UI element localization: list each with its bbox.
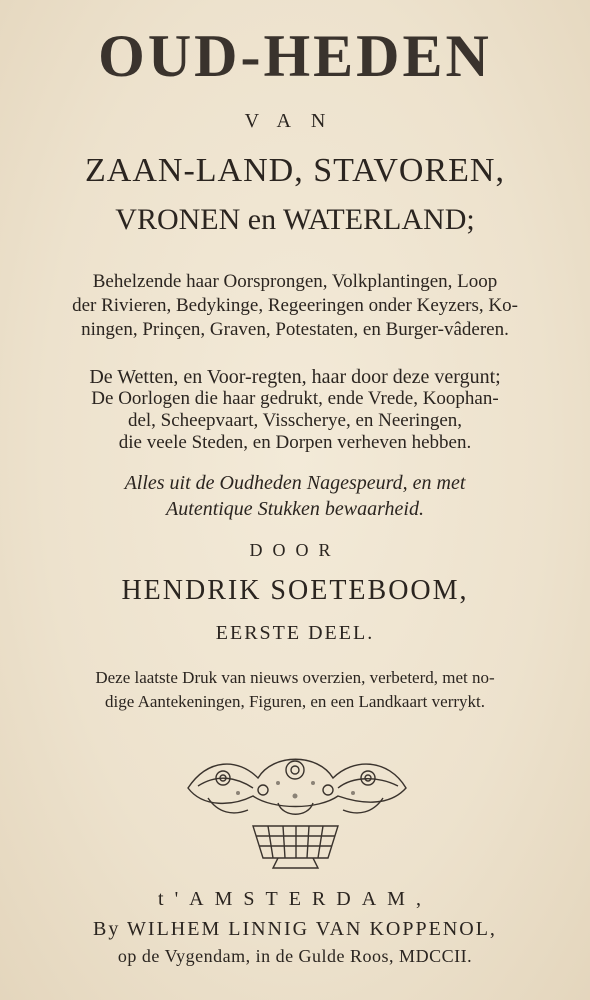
edition-block: [0, 666, 590, 714]
imprint-city: t'AMSTERDAM,: [158, 888, 432, 910]
title-van: VAN: [244, 110, 346, 132]
description-line: ningen, Prinçen, Graven, Potestaten, en Burger-vâderen.: [81, 319, 509, 340]
author-name: HENDRIK SOETEBOOM,: [121, 575, 469, 606]
laws-line: del, Scheepvaart, Visscherye, en Neeringen,: [127, 410, 463, 431]
door-label: DOOR: [249, 540, 341, 560]
places-line-2: VRONEN en WATERLAND;: [115, 203, 475, 236]
italic-block: [0, 470, 590, 522]
volume-label: EERSTE DEEL.: [215, 622, 375, 644]
italic-line: Autentique Stukken bewaarheid.: [166, 498, 424, 520]
description-line: der Rivieren, Bedykinge, Regeeringen onder Keyzers, Ko-: [72, 295, 518, 316]
imprint-address: op de Vygendam, in de Gulde Roos, MDCCII.: [117, 946, 473, 966]
laws-line: De Wetten, en Voor-regten, haar door deze vergunt;: [89, 366, 501, 388]
italic-line: Alles uit de Oudheden Nagespeurd, en met: [124, 472, 466, 494]
book-title: OUD-HEDEN: [98, 23, 492, 89]
flower-basket-ornament: [178, 748, 413, 873]
imprint-printer: By WILHEM LINNIG VAN KOPPENOL,: [93, 918, 497, 940]
edition-line: Deze laatste Druk van nieuws overzien, verbeterd, met no-: [95, 668, 495, 687]
description-block: [0, 270, 590, 342]
edition-line: dige Aantekeningen, Figuren, en een Landkaart verrykt.: [104, 692, 485, 711]
laws-line: die veele Steden, en Dorpen verheven hebben.: [118, 432, 472, 453]
laws-block: [0, 366, 590, 454]
laws-line: De Oorlogen die haar gedrukt, ende Vrede, Koophan-: [91, 388, 499, 409]
description-line: Behelzende haar Oorsprongen, Volkplantingen, Loop: [92, 271, 498, 292]
places-line-1: ZAAN-LAND, STAVOREN,: [85, 152, 505, 189]
